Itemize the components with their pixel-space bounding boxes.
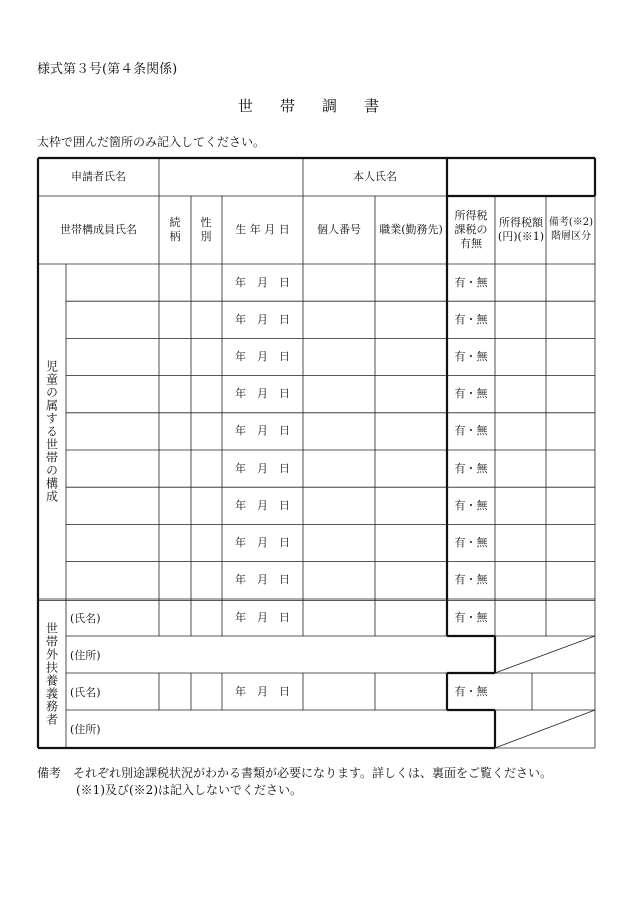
instruction-text: 太枠で囲んだ箇所のみ記入してください。 — [37, 135, 266, 149]
household-birthdate[interactable]: 年 月 日 — [235, 275, 290, 289]
dependent-tax-status-1[interactable]: 有・無 — [454, 610, 488, 624]
applicant-name-field[interactable] — [159, 158, 303, 196]
household-birthdate[interactable]: 年 月 日 — [235, 349, 290, 363]
header-remarks: 備考(※2)階層区分 — [548, 217, 594, 242]
household-birthdate[interactable]: 年 月 日 — [235, 312, 290, 326]
header-my-number: 個人番号 — [317, 223, 361, 236]
household-tax-status[interactable]: 有・無 — [454, 535, 488, 549]
household-tax-status[interactable]: 有・無 — [454, 275, 488, 289]
applicant-name-label: 申請者氏名 — [71, 170, 126, 183]
household-birthdate[interactable]: 年 月 日 — [235, 461, 290, 475]
household-birthdate[interactable]: 年 月 日 — [235, 535, 290, 549]
notes-line-1 — [37, 764, 552, 781]
header-sex: 性別 — [200, 216, 212, 243]
self-name-label: 本人氏名 — [353, 170, 397, 183]
dependent-birthdate-1[interactable]: 年 月 日 — [235, 610, 290, 624]
notes-text-1: それぞれ別途課税状況がわかる書類が必要になります。詳しくは、裏面をご覧ください。 — [73, 766, 553, 780]
household-tax-status[interactable]: 有・無 — [454, 424, 488, 438]
dependent-address-label-1: (住所) — [70, 648, 101, 662]
dependent-birthdate-2[interactable]: 年 月 日 — [235, 684, 290, 698]
self-name-field[interactable] — [447, 158, 595, 196]
form-number: 様式第３号(第４条関係) — [37, 62, 178, 77]
dependent-address-label-2: (住所) — [70, 722, 101, 736]
household-tax-status[interactable]: 有・無 — [454, 498, 488, 512]
household-tax-status[interactable]: 有・無 — [454, 349, 488, 363]
household-section-label: 児童の属する世帯の構成 — [44, 360, 59, 503]
household-birthdate[interactable]: 年 月 日 — [235, 387, 290, 401]
header-birthdate: 生 年 月 日 — [235, 223, 290, 236]
header-occupation: 職業(勤務先) — [379, 223, 443, 236]
notes-line-2: (※1)及び(※2)は記入しないでください。 — [76, 783, 302, 797]
dependent-name-label-2: (氏名) — [70, 685, 101, 699]
household-tax-status[interactable]: 有・無 — [454, 573, 488, 587]
household-birthdate[interactable]: 年 月 日 — [235, 498, 290, 512]
household-birthdate[interactable]: 年 月 日 — [235, 424, 290, 438]
dependent-tax-status-2[interactable]: 有・無 — [454, 684, 488, 698]
dependent-section-label: 世帯外扶養義務者 — [44, 621, 59, 726]
header-tax-amount: 所得税額(円)(※1) — [497, 216, 545, 243]
page-title: 世帯調書 — [237, 97, 406, 115]
household-tax-status[interactable]: 有・無 — [454, 461, 488, 475]
header-relation: 続柄 — [169, 216, 181, 243]
notes-label: 備考 — [37, 766, 62, 780]
header-tax-status: 所得税課税の有無 — [454, 209, 488, 250]
household-birthdate[interactable]: 年 月 日 — [235, 573, 290, 587]
dependent-name-label-1: (氏名) — [70, 611, 101, 625]
household-tax-status[interactable]: 有・無 — [454, 387, 488, 401]
household-tax-status[interactable]: 有・無 — [454, 312, 488, 326]
header-member-name: 世帯構成員氏名 — [60, 223, 137, 236]
